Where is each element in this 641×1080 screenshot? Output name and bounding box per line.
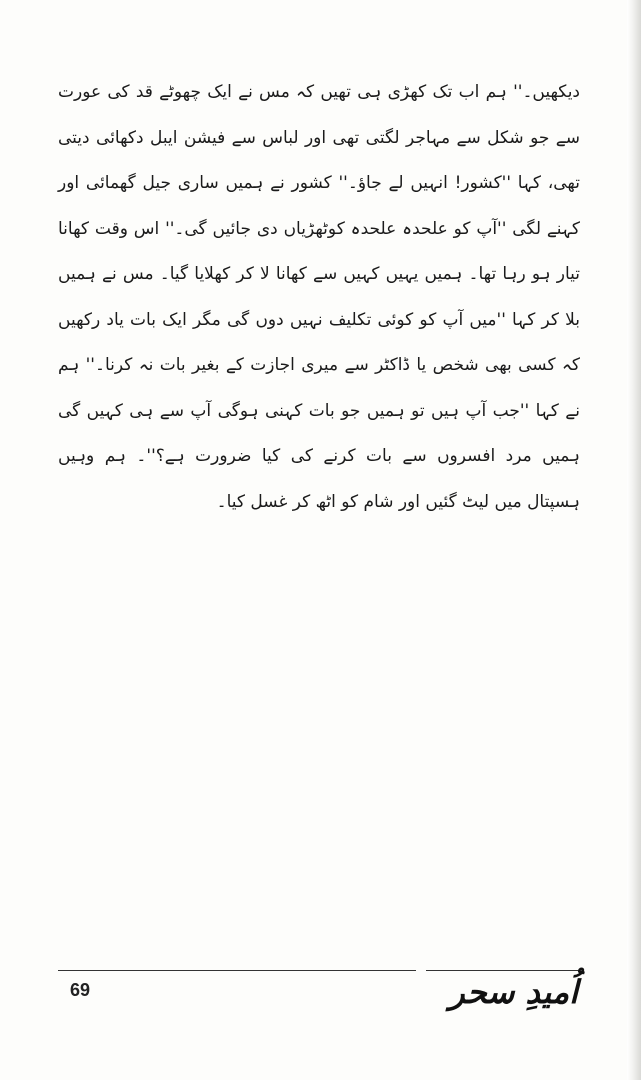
- page-number: 69: [70, 980, 91, 1000]
- paragraph: دیکھیں۔'' ہم اب تک کھڑی ہی تھیں کہ مس نے ایک چھوٹے قد کی عورت سے جو شکل سے مہاجر لگتی تھی اور لباس سے فیشن ایبل دکھائی دیتی تھی، کہا ''کشور! انہیں لے جاؤ۔'' کشور نے ہمیں ساری جیل گھمائی اور کہنے لگی ''آپ کو علحدہ علحدہ کوٹھڑیاں دی جائیں گی۔'' اس وقت کھانا تیار ہو رہا تھا۔ ہمیں یہیں کہیں سے کھانا لا کر کھلایا گیا۔ مس نے ہمیں بلا کر کہا ''میں آپ کو کوئی تکلیف نہیں دوں گی مگر ایک بات یاد رکھیں کہ کسی بھی شخص یا ڈاکٹر سے میری اجازت کے بغیر بات نہ کرنا۔'' ہم نے کہا ''جب آپ ہیں تو ہمیں جو بات کہنی ہوگی آپ سے ہی کہیں گی ہمیں مرد افسروں سے بات کرنے کی کیا ضرورت ہے؟''۔ ہم وہیں ہسپتال میں لیٹ گئیں اور شام کو اٹھ کر غسل کیا۔: [58, 82, 580, 512]
- page-edge-shadow: [627, 0, 641, 1080]
- body-text: [58, 70, 580, 525]
- footer-rule-left: [58, 970, 416, 971]
- book-title: اُمیدِ سحر: [449, 973, 578, 1011]
